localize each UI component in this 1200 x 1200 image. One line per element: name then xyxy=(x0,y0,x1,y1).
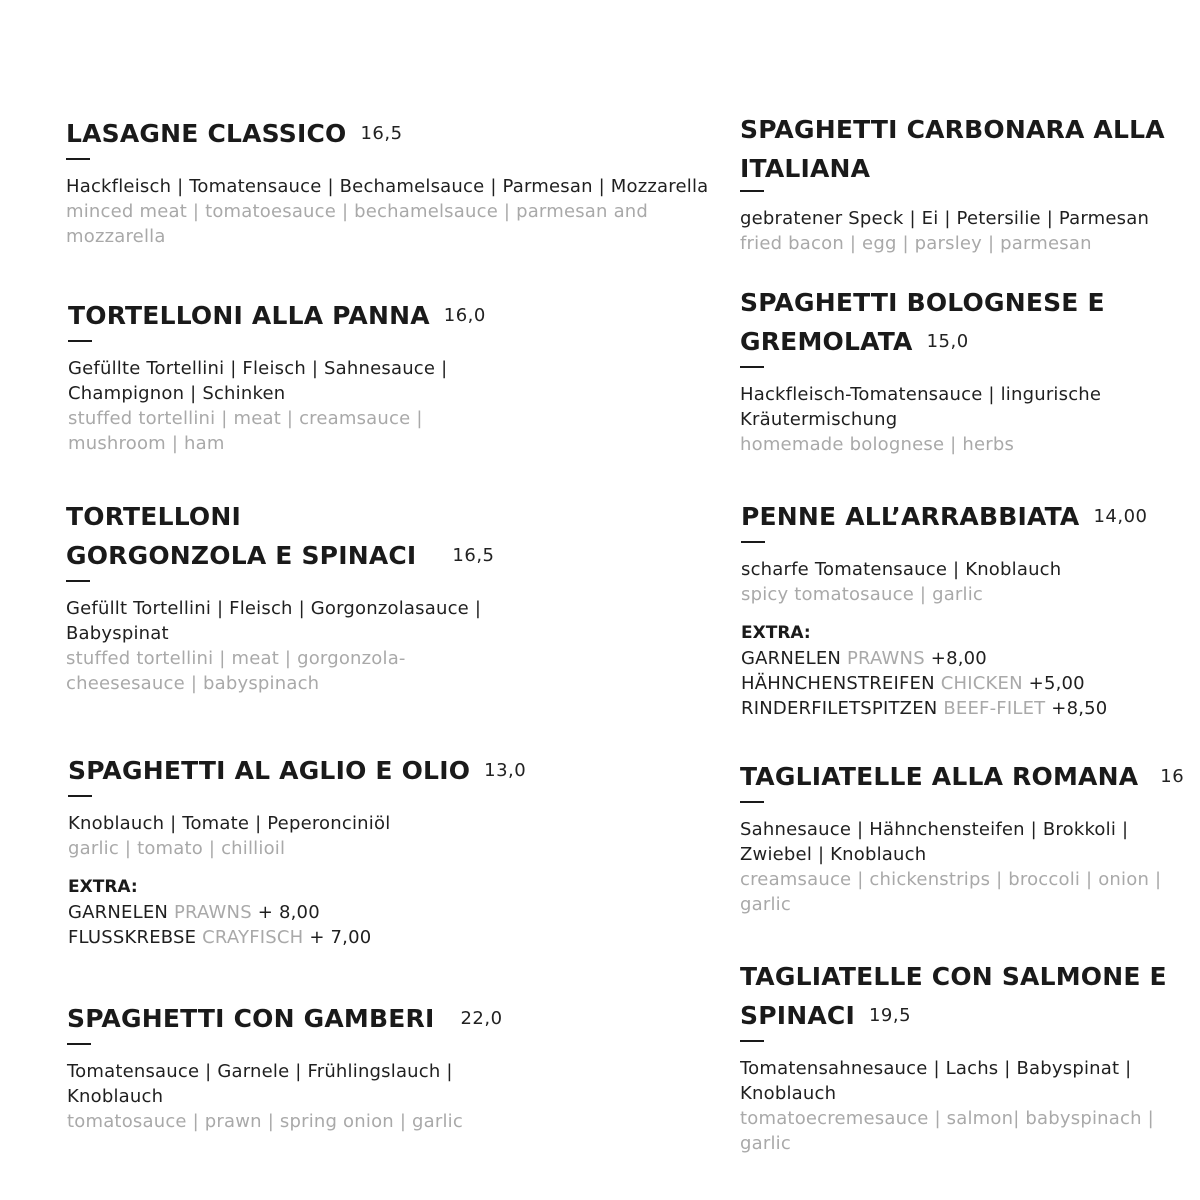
title-divider xyxy=(68,795,92,797)
dish-description-de: gebratener Speck | Ei | Petersilie | Parmesan xyxy=(740,208,1150,229)
dish-description-de: Hackfleisch-Tomatensauce | lingurische Kräutermischung xyxy=(740,384,1102,430)
title-divider xyxy=(740,190,764,192)
extra-heading: EXTRA: xyxy=(741,623,811,643)
extra-option: FLUSSKREBSE CRAYFISCH + 7,00 xyxy=(68,927,372,948)
dish-price: 14,00 xyxy=(1093,506,1148,527)
dish-price: 16,0 xyxy=(443,305,486,326)
title-divider xyxy=(68,340,92,342)
title-divider xyxy=(740,366,764,368)
dish-title: TORTELLONI ALLA PANNA 16,0 xyxy=(68,301,486,330)
dish-description-en: tomatosauce | prawn | spring onion | garlic xyxy=(67,1111,463,1132)
dish-description-en: spicy tomatosauce | garlic xyxy=(741,584,984,605)
dish-description-en: creamsauce | chickenstrips | broccoli | onion | garlic xyxy=(740,869,1162,915)
menu-item-penne-arrabbiata xyxy=(741,497,1148,721)
dish-price: 13,0 xyxy=(484,760,527,781)
menu-item-tagliatelle-romana xyxy=(740,757,1200,917)
dish-description-de: Tomatensahnesauce | Lachs | Babyspinat | Knoblauch xyxy=(740,1058,1132,1104)
menu-item-tortelloni-alla-panna xyxy=(68,296,486,456)
dish-price: 16,5 xyxy=(360,123,403,144)
dish-description-en: homemade bolognese | herbs xyxy=(740,434,1015,455)
dish-description-en: stuffed tortellini | meat | creamsauce | mushroom | ham xyxy=(68,408,423,454)
menu-item-carbonara xyxy=(740,110,1165,256)
title-divider xyxy=(740,801,764,803)
dish-price: 22,0 xyxy=(460,1008,503,1029)
menu-item-lasagne-classico xyxy=(66,114,708,249)
menu-item-aglio-e-olio xyxy=(68,751,526,950)
menu-item-bolognese xyxy=(740,283,1105,457)
dish-description-en: fried bacon | egg | parsley | parmesan xyxy=(740,233,1092,254)
dish-description-en: minced meat | tomatoesauce | bechamelsauce | parmesan and mozzarella xyxy=(66,201,649,247)
dish-title: SPAGHETTI CARBONARA ALLA ITALIANA xyxy=(740,115,1165,183)
title-divider xyxy=(66,580,90,582)
dish-title: LASAGNE CLASSICO 16,5 xyxy=(66,119,403,148)
dish-description-de: Gefüllte Tortellini | Fleisch | Sahnesauce | Champignon | Schinken xyxy=(68,358,448,404)
dish-description-en: stuffed tortellini | meat | gorgonzola- cheesesauce | babyspinach xyxy=(66,648,406,694)
extra-option: GARNELEN PRAWNS + 8,00 xyxy=(68,902,320,923)
menu-item-tagliatelle-salmone xyxy=(740,957,1200,1156)
title-divider xyxy=(740,1040,764,1042)
dish-price: 16,5 xyxy=(452,545,495,566)
dish-price: 16 xyxy=(1160,766,1185,787)
dish-title: TAGLIATELLE CON SALMONE E SPINACI 19,5 xyxy=(740,962,1167,1030)
dish-description-de: scharfe Tomatensauce | Knoblauch xyxy=(741,559,1062,580)
extra-option: HÄHNCHENSTREIFEN CHICKEN +5,00 xyxy=(741,673,1085,694)
dish-price: 15,0 xyxy=(926,331,969,352)
dish-title: SPAGHETTI CON GAMBERI 22,0 xyxy=(67,1004,503,1033)
menu-item-tortelloni-gorgonzola xyxy=(66,497,495,696)
dish-title: SPAGHETTI AL AGLIO E OLIO 13,0 xyxy=(68,756,527,785)
dish-title: SPAGHETTI BOLOGNESE E GREMOLATA 15,0 xyxy=(740,288,1105,356)
dish-description-de: Knoblauch | Tomate | Peperonciniöl xyxy=(68,813,391,834)
dish-title: TAGLIATELLE ALLA ROMANA 16 xyxy=(740,762,1185,791)
dish-description-de: Gefüllt Tortellini | Fleisch | Gorgonzolasauce | Babyspinat xyxy=(66,598,482,644)
dish-description-en: garlic | tomato | chillioil xyxy=(68,838,286,859)
extra-option: GARNELEN PRAWNS +8,00 xyxy=(741,648,987,669)
extra-heading: EXTRA: xyxy=(68,877,138,897)
dish-description-de: Hackfleisch | Tomatensauce | Bechamelsauce | Parmesan | Mozzarella xyxy=(66,176,709,197)
dish-title: TORTELLONI GORGONZOLA E SPINACI 16,5 xyxy=(66,502,495,570)
menu-item-con-gamberi xyxy=(67,999,503,1134)
dish-description-de: Tomatensauce | Garnele | Frühlingslauch | Knoblauch xyxy=(67,1061,453,1107)
dish-description-en: tomatoecremesauce | salmon| babyspinach | garlic xyxy=(740,1108,1154,1154)
dish-description-de: Sahnesauce | Hähnchensteifen | Brokkoli | Zwiebel | Knoblauch xyxy=(740,819,1129,865)
extra-option: RINDERFILETSPITZEN BEEF-FILET +8,50 xyxy=(741,698,1108,719)
title-divider xyxy=(66,158,90,160)
dish-title: PENNE ALL’ARRABBIATA 14,00 xyxy=(741,502,1148,531)
dish-price: 19,5 xyxy=(868,1005,912,1026)
title-divider xyxy=(67,1043,91,1045)
title-divider xyxy=(741,541,765,543)
